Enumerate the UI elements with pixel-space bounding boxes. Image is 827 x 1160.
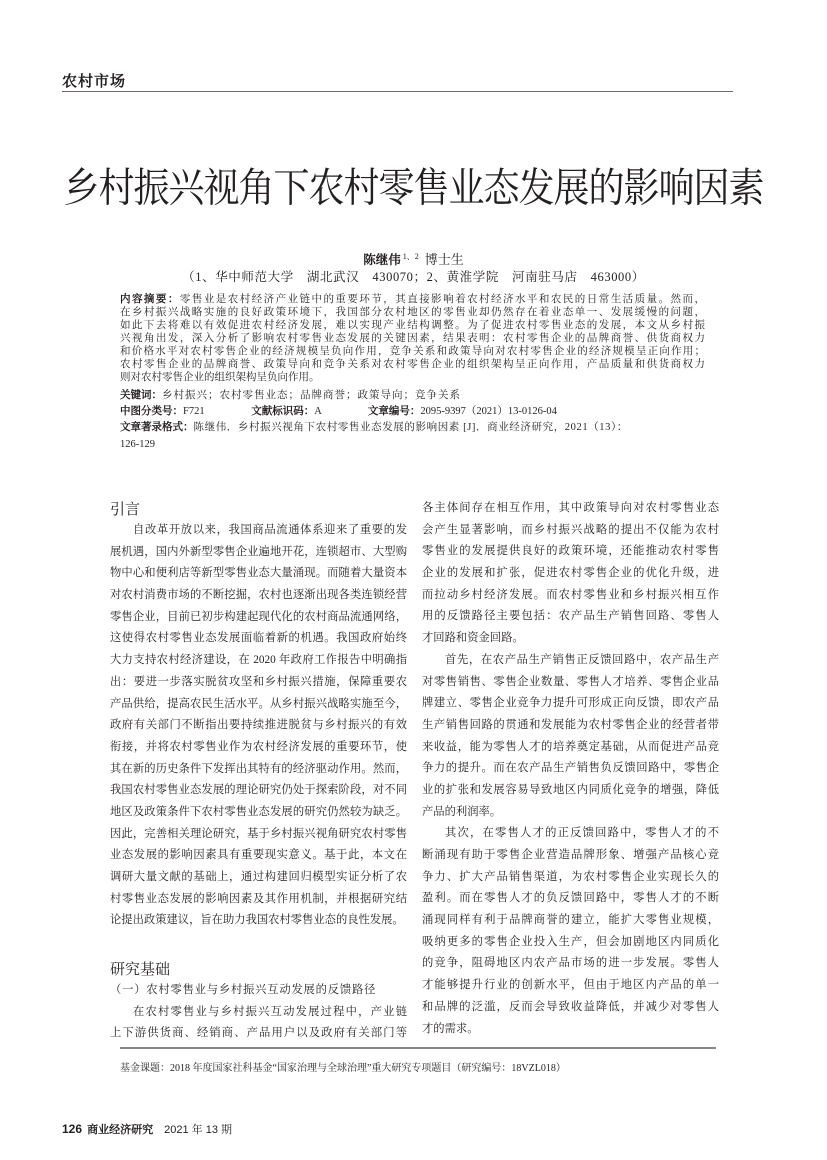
abstract-line <box>120 358 705 371</box>
text-line: 调研大量文献的基础上，通过构建回归模型实证分析了农 <box>110 871 407 883</box>
text-line: 对农村消费市场的不断挖掘，农村也逐渐出现各类连锁经营 <box>110 589 407 602</box>
section-label: 农村市场 <box>62 73 127 90</box>
issue: 2021 年 13 期 <box>164 1124 233 1136</box>
abstract-text: 则对农村零售企业的组织架构呈负向作用。 <box>120 372 320 383</box>
clc-value: F721 <box>183 406 205 417</box>
paragraph <box>422 650 719 824</box>
classification <box>120 404 705 419</box>
page-footer <box>62 1121 232 1137</box>
text-line: 断涌现有助于零售企业营造品牌形象、增强产品核心竞 <box>422 849 719 861</box>
text-line: 衔接，并将农村零售业作为农村经济发展的重要环节，使 <box>110 740 407 753</box>
citation-label: 文章著录格式： <box>120 421 194 433</box>
keywords-label: 关键词： <box>120 389 162 401</box>
text-line: 各主体间存在相互作用，其中政策导向对农村零售业态 <box>422 502 719 514</box>
author-name: 陈继伟 <box>363 252 401 267</box>
text-line: 展机遇，国内外新型零售企业遍地开花，连锁超市、大型购 <box>110 545 407 558</box>
text-line: 物中心和便利店等新型零售业态大量涌现。而随着大量资本 <box>110 567 407 580</box>
text-line: 牌建立、零售企业竞争力提升可形成正向反馈，即农产品 <box>422 697 719 710</box>
abstract-label: 内容摘要： <box>120 293 180 305</box>
author-affiliation-marks: 1、2 <box>402 251 419 261</box>
text-line: 地区及政策条件下农村零售业态发展的研究仍然较为缺乏。 <box>110 805 407 818</box>
text-line: 产品的利润率。 <box>422 805 502 818</box>
doc-code-value: A <box>314 406 322 417</box>
journal-name: 商业经济研究 <box>87 1124 154 1136</box>
basis-paragraph <box>110 1002 407 1045</box>
text-line: 论提出政策建议，旨在助力我国农村零售业态的良性发展。 <box>110 914 404 927</box>
text-line: 首先，在农产品生产销售正反馈回路中，农产品生产 <box>445 653 719 666</box>
heading-introduction: 引言 <box>110 500 141 518</box>
text-line: 争力、扩大产品销售渠道，为农村零售企业实现长久的 <box>422 870 719 883</box>
text-line: 业的扩张和发展容易导致地区内同质化竞争的增强，降低 <box>422 783 719 796</box>
text-line: 来收益，能为零售人才的培养奠定基础，从而促进产品竞 <box>422 740 719 753</box>
keywords-value: 乡村振兴；农村零售业态；品牌商誉；政策导向；竞争关系 <box>162 390 461 401</box>
abstract-line <box>120 332 705 345</box>
doc-code-label: 文献标识码： <box>251 405 315 417</box>
abstract-text: 兴视角出发，深入分析了影响农村零售业态发展的关键因素，结果表明：农村零售企业的品牌商誉、供货商权力 <box>120 333 705 344</box>
text-line: 而拉动乡村经济发展。而农村零售业和乡村振兴相互作 <box>422 588 719 601</box>
text-line: 产品供给，提高农民生活水平。从乡村振兴战略实施至今， <box>110 697 407 710</box>
citation <box>120 420 705 435</box>
page-number: 126 <box>62 1122 83 1136</box>
header-rule <box>62 91 733 92</box>
text-line: 用的反馈路径主要包括：农产品生产销售回路、零售人 <box>422 610 719 623</box>
subheading-feedback-path: （一）农村零售业与乡村振兴互动发展的反馈路径 <box>110 984 377 997</box>
text-line: 企业的发展和扩张，促进农村零售企业的优化升级，进 <box>422 567 719 580</box>
abstract-line <box>120 293 705 306</box>
text-line: 盈利。而在零售人才的负反馈回路中，零售人才的不断 <box>422 892 719 905</box>
article-title: 乡村振兴视角下农村零售业态发展的影响因素 <box>63 165 764 212</box>
text-line: 在农村零售业与乡村振兴互动发展过程中，产业链 <box>133 1005 407 1018</box>
text-line: 因此，完善相关理论研究，基于乡村振兴视角研究农村零售 <box>110 827 407 840</box>
abstract-line <box>120 319 705 332</box>
text-line: 其次，在零售人才的正反馈回路中，零售人才的不 <box>445 827 719 840</box>
text-line: 零售企业，目前已初步构建起现代化的农村商品流通网络， <box>110 610 407 623</box>
abstract-line <box>120 371 705 384</box>
text-line: 和品牌的泛滥，反而会导致收益降低，并减少对零售人 <box>422 1000 719 1013</box>
abstract-text: 零售业是农村经济产业链中的重要环节，其直接影响着农村经济水平和农民的日常生活质量。然而， <box>179 294 705 305</box>
citation-pages: 126-129 <box>120 439 155 450</box>
text-line: 才能够提升行业的创新水平，但由于地区内产品的单一 <box>422 979 719 992</box>
abstract-text: 如此下去将难以有效促进农村经济发展，难以实现产业结构调整。为了促进农村零售业态的发展，本文从乡村振 <box>120 320 705 331</box>
clc-label: 中图分类号： <box>120 405 183 417</box>
author-degree: 博士生 <box>424 252 464 267</box>
keywords <box>120 388 705 403</box>
text-line: 会产生显著影响，而乡村振兴战略的提出不仅能为农村 <box>422 523 719 536</box>
text-line: 生产销售回路的贯通和发展能为农村零售企业的经营者带 <box>422 718 719 731</box>
text-line: 村零售业态发展的影响因素及其作用机制，并根据研究结 <box>110 892 407 905</box>
text-line: 自改革开放以来，我国商品流通体系迎来了重要的发 <box>133 524 407 536</box>
abstract-text: 在乡村振兴战略实施的良好政策环境下，我国部分农村地区的零售业却仍然存在着业态单一、发展缓慢的问题， <box>120 307 705 318</box>
text-line: 业态发展的影响因素具有重要现实意义。基于此，本文在 <box>110 849 407 862</box>
abstract-line <box>120 306 705 319</box>
text-line: 对零售销售、零售企业数量、零售人才培养、零售企业品 <box>422 675 719 688</box>
paragraph <box>422 498 719 650</box>
text-line: 争力的提升。而在农产品生产销售负反馈回路中，零售企 <box>422 762 719 775</box>
footnote-rule <box>120 1047 716 1049</box>
text-line: 政府有关部门不断指出要持续推进脱贫与乡村振兴的有效 <box>110 719 407 732</box>
text-line: 零售业的发展提供良好的政策环境，还能推动农村零售 <box>422 545 719 558</box>
text-line: 上下游供货商、经销商、产品用户以及政府有关部门等 <box>110 1027 407 1040</box>
text-line: 吸纳更多的零售企业投入生产，但会加剧地区内同质化 <box>422 935 719 948</box>
abstract-text: 和价格水平对农村零售企业的经济规模呈负向作用，竞争关系和政策导向对农村零售企业的经济规模呈正向作用； <box>120 346 705 357</box>
text-line: 才的需求。 <box>422 1022 479 1035</box>
author-line <box>0 249 827 268</box>
abstract <box>120 293 705 384</box>
left-column <box>110 498 407 1045</box>
text-line: 的竞争，阻碍地区内农产品市场的进一步发展。零售人 <box>422 957 719 970</box>
abstract-text: 农村零售企业的品牌商誉、政策导向和竞争关系对农村零售企业的组织架构呈正向作用，产品质量和供货商权力 <box>120 359 705 370</box>
text-line: 这使得农村零售业态发展面临着新的机遇。我国政府始终 <box>110 632 407 645</box>
introduction-paragraph <box>110 520 407 932</box>
text-line: 其在新的历史条件下发挥出其特有的经济驱动作用。然而， <box>110 762 407 775</box>
article-number-label: 文章编号： <box>367 405 421 417</box>
article-number-value: 2095-9397（2021）13-0126-04 <box>420 406 557 417</box>
affiliation: （1、华中师范大学 湖北武汉 430070；2、黄淮学院 河南驻马店 463000） <box>182 270 645 284</box>
text-line: 才回路和资金回路。 <box>422 632 524 645</box>
right-column <box>422 498 719 1040</box>
text-line: 大力支持农村经济建设，在 2020 年政府工作报告中明确指 <box>110 654 407 667</box>
funding-footnote: 基金课题：2018 年度国家社科基金“国家治理与全球治理”重大研究专项题目（研究编号：18VZL018） <box>120 1063 566 1074</box>
text-line: 涌现同样有利于品牌商誉的建立，能扩大零售业规模， <box>422 914 719 927</box>
paragraph <box>422 823 719 1040</box>
heading-research-basis: 研究基础 <box>110 960 171 979</box>
citation-text: 陈继伟．乡村振兴视角下农村零售业态发展的影响因素 [J]．商业经济研究，2021（13）： <box>193 422 628 433</box>
abstract-line <box>120 345 705 358</box>
text-line: 出：要进一步落实脱贫攻坚和乡村振兴措施，保障重要农 <box>110 675 407 688</box>
text-line: 我国农村零售业态发展的理论研究仍处于探索阶段，对不同 <box>110 784 407 797</box>
